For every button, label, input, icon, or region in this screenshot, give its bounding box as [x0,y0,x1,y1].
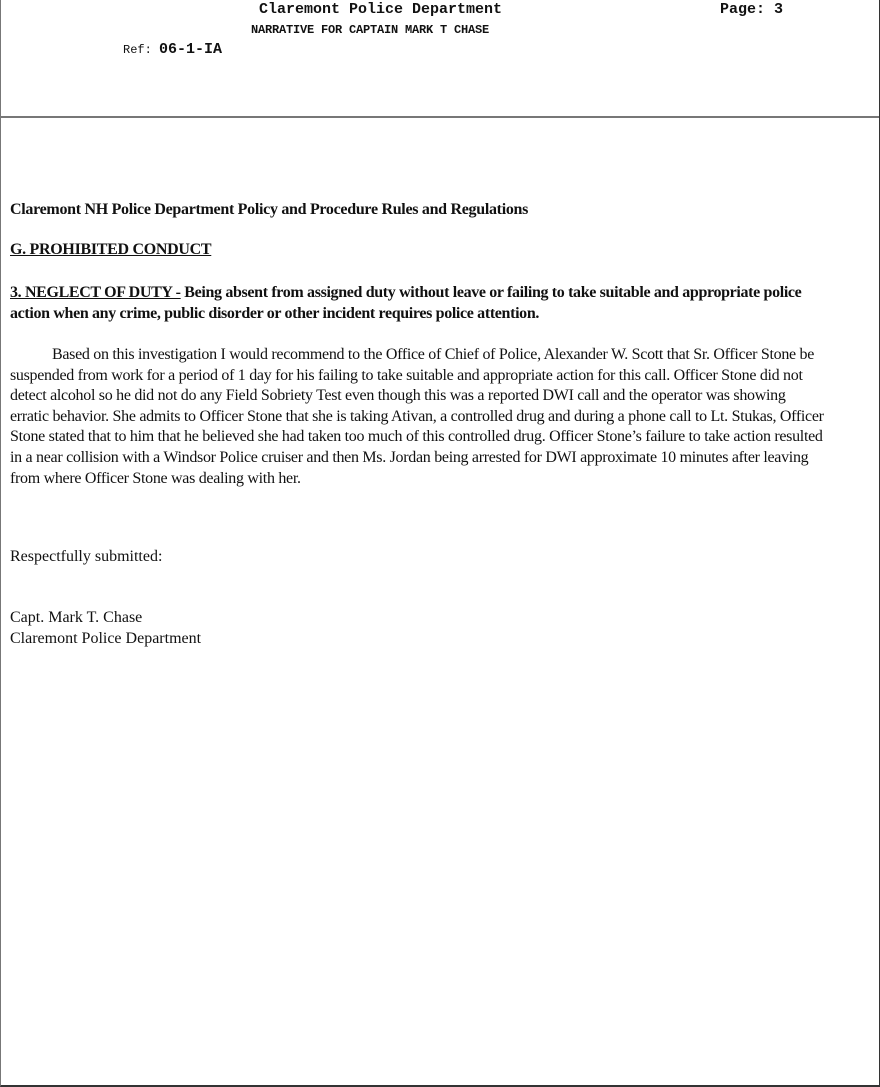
page-number: Page: 3 [720,1,784,18]
ref-value: 06-1-IA [159,41,223,58]
rule-heading: 3. NEGLECT OF DUTY - [10,284,181,301]
section-title: G. PROHIBITED CONDUCT [10,241,212,258]
closing-line: Respectfully submitted: [10,548,163,565]
policy-title: Claremont NH Police Department Policy and Procedure Rules and Regulations [10,201,529,218]
narrative-title: NARRATIVE FOR CAPTAIN MARK T CHASE [251,23,490,37]
rule-description [10,282,810,324]
signature-department: Claremont Police Department [10,630,202,647]
reference-line [123,41,222,58]
ref-label: Ref: [123,43,152,57]
document-header [1,0,879,118]
rule-text: Being absent from assigned duty without leave or failing to take suitable and appropriate police action when any crime, public disorder or other incident requires police attention. [10,284,802,322]
department-title: Claremont Police Department [259,1,503,18]
signature-name: Capt. Mark T. Chase [10,609,143,626]
narrative-paragraph: Based on this investigation I would recommend to the Office of Chief of Police, Alexander W. Scott that Sr. Officer Stone be suspended from work for a period of 1 day for his failing to take suitable and appropriate action for this call. Officer Stone did not detect alcohol so he did not do any Field Sobriety Test even though this was a reported DWI call and the operator was showing erratic behavior. She admits to Officer Stone that she is taking Ativan, a controlled drug and during a phone call to Lt. Stukas, Officer Stone stated that to him that he believed she had taken too much of this controlled drug. Officer Stone’s failure to take action resulted in a near collision with a Windsor Police cruiser and then Ms. Jordan being arrested for DWI approximate 10 minutes after leaving from where Officer Stone was dealing with her. [10,346,824,487]
